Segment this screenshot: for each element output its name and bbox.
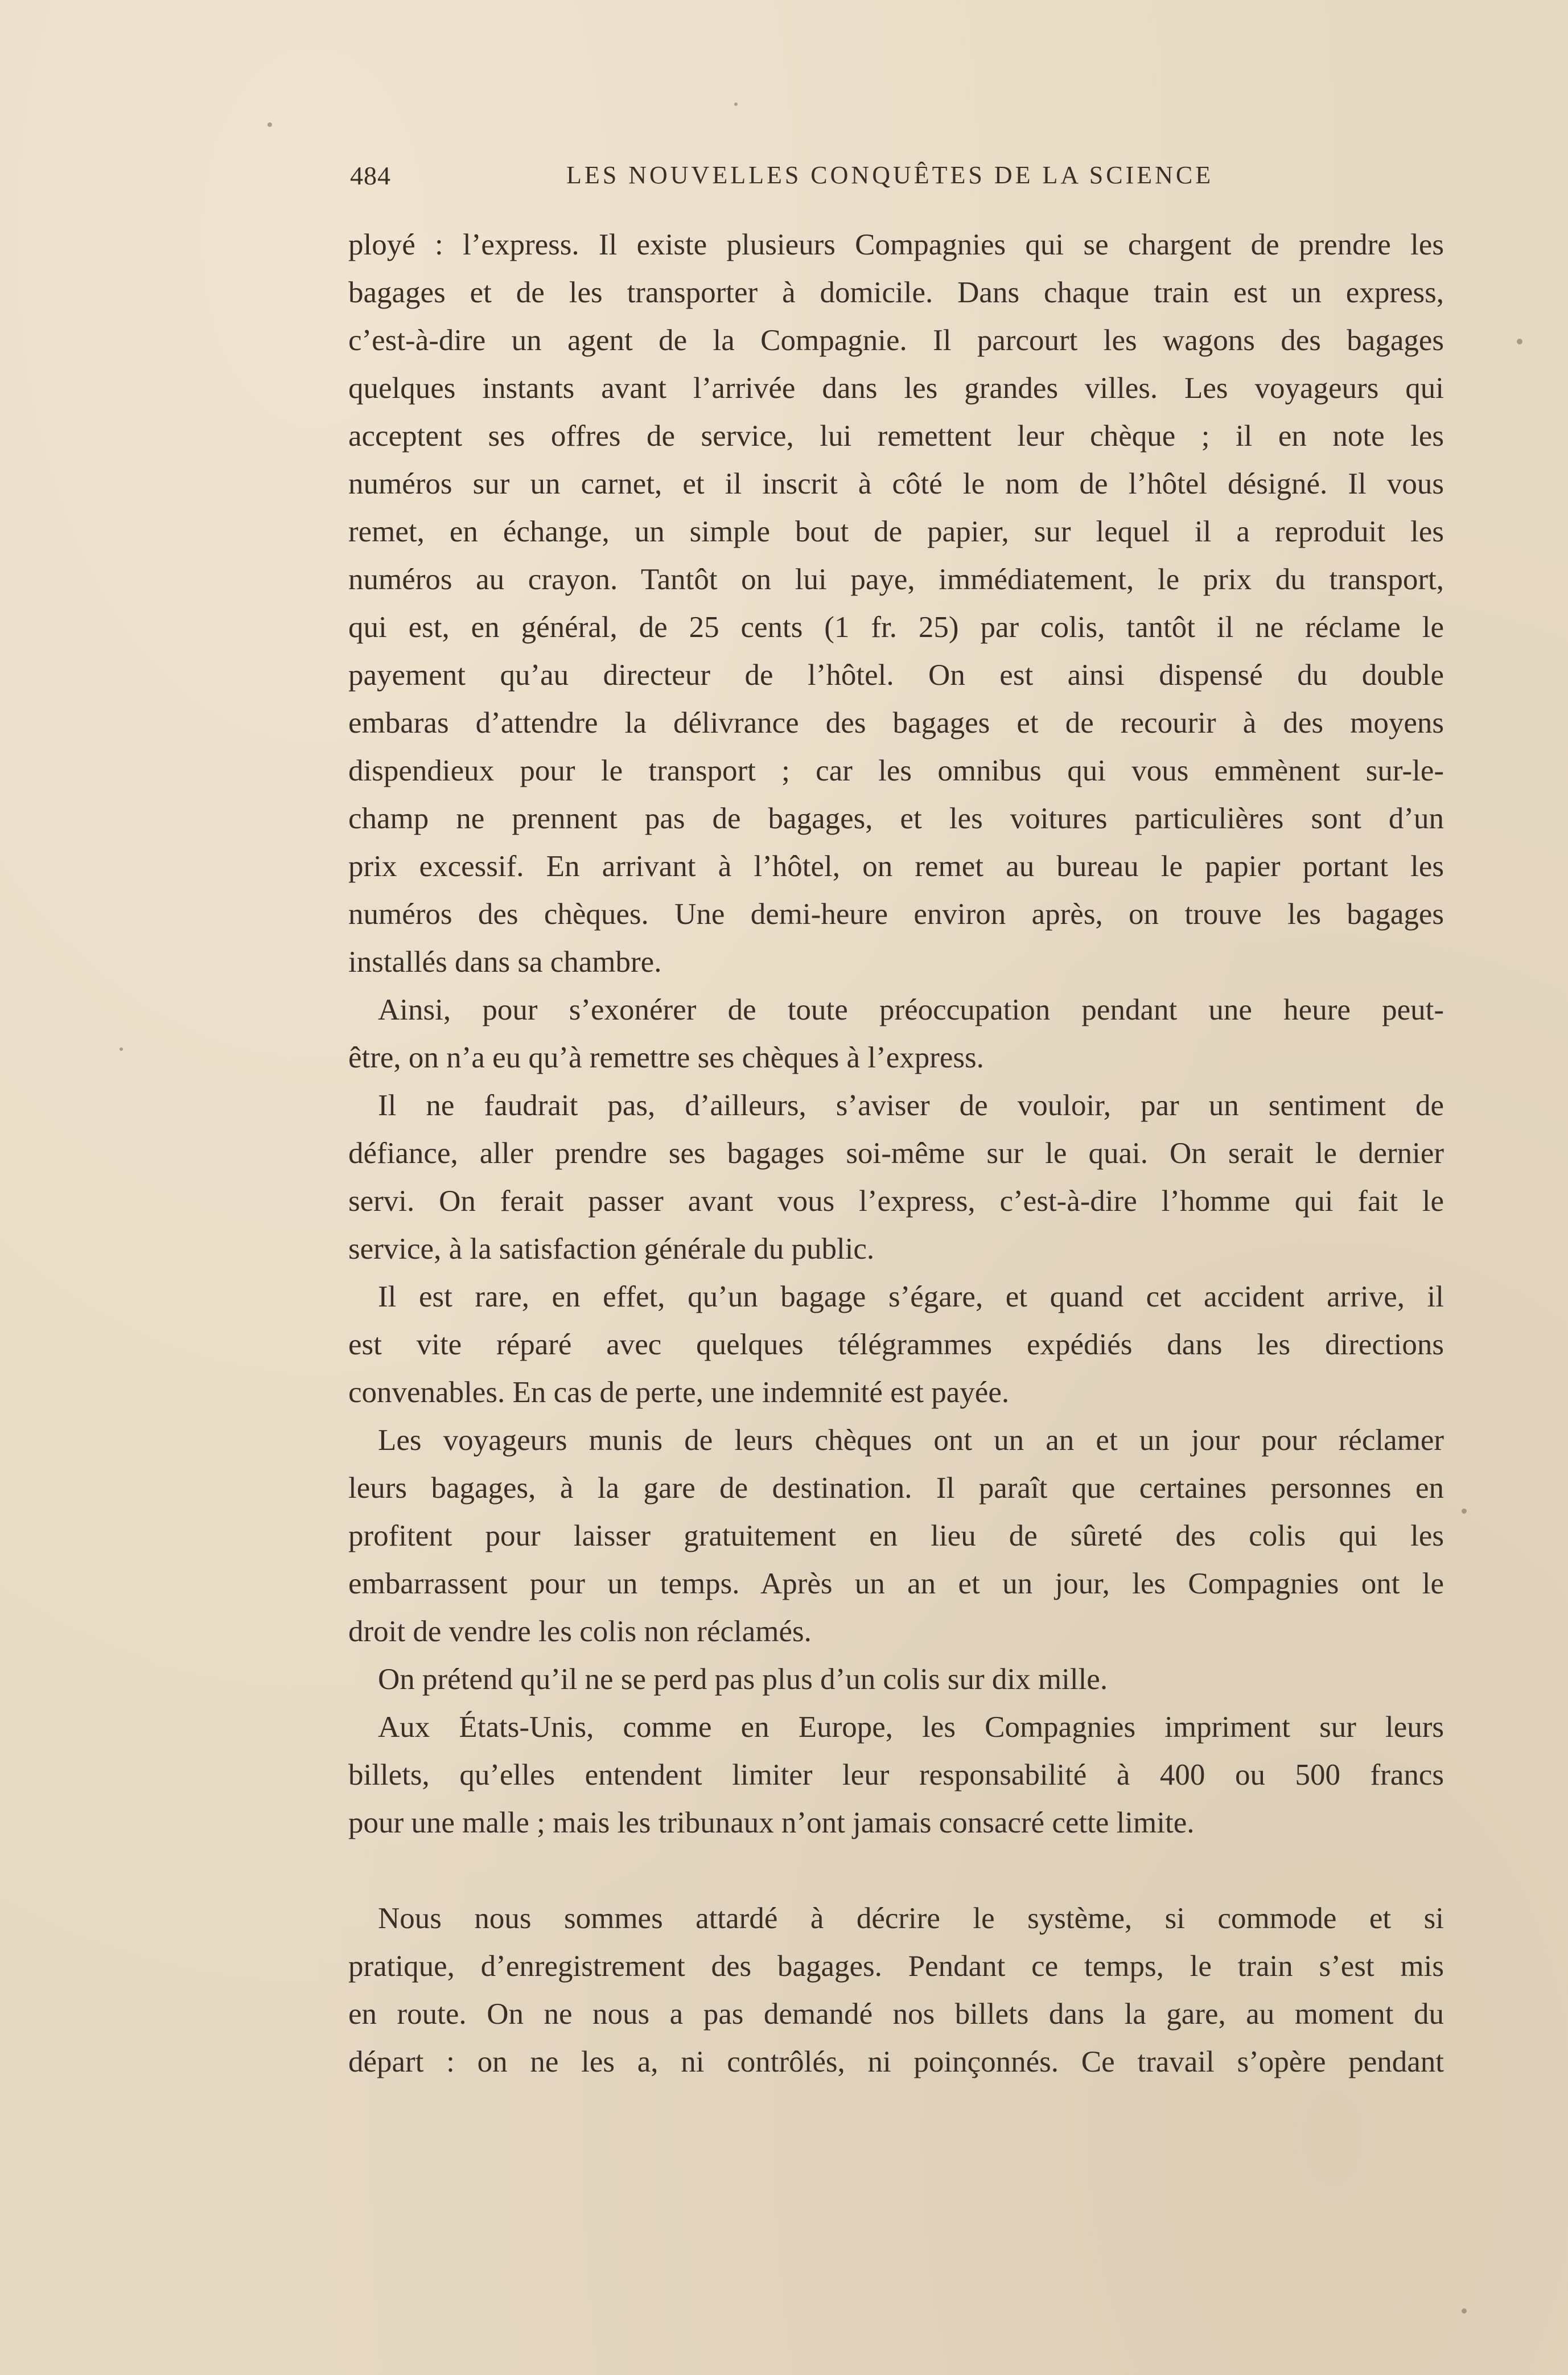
text-line: dispendieux pour le transport ; car les omnibus qui vous emmènent sur-le- [348, 754, 1444, 787]
text-line: numéros au crayon. Tantôt on lui paye, immédiatement, le prix du transport, [348, 563, 1444, 596]
text-line: embaras d’attendre la délivrance des bagages et de recourir à des moyens [348, 706, 1444, 739]
paper-speck [734, 102, 738, 106]
text-line: c’est-à-dire un agent de la Compagnie. Il parcourt les wagons des bagages [348, 324, 1444, 357]
body-text [348, 221, 1444, 2086]
text-line: Aux États-Unis, comme en Europe, les Compagnies impriment sur leurs [378, 1711, 1444, 1744]
paper-speck [120, 1047, 123, 1051]
text-line: Les voyageurs munis de leurs chèques ont un an et un jour pour réclamer [378, 1424, 1444, 1457]
text-line: quelques instants avant l’arrivée dans les grandes villes. Les voyageurs qui [348, 372, 1444, 405]
text-line: ployé : l’express. Il existe plusieurs Compagnies qui se chargent de prendre les [348, 228, 1444, 261]
text-line: convenables. En cas de perte, une indemnité est payée. [348, 1376, 1010, 1409]
text-line: leurs bagages, à la gare de destination. Il paraît que certaines personnes en [348, 1472, 1444, 1505]
text-line: être, on n’a eu qu’à remettre ses chèques à l’express. [348, 1041, 984, 1074]
paper-speck [1462, 2308, 1467, 2314]
text-line: défiance, aller prendre ses bagages soi-même sur le quai. On serait le dernier [348, 1137, 1444, 1170]
text-line: champ ne prennent pas de bagages, et les voitures particulières sont d’un [348, 802, 1444, 835]
section-break [348, 1847, 1444, 1895]
text-line: en route. On ne nous a pas demandé nos billets dans la gare, au moment du [348, 1998, 1444, 2031]
text-line: remet, en échange, un simple bout de papier, sur lequel il a reproduit les [348, 515, 1444, 548]
text-line: installés dans sa chambre. [348, 946, 662, 979]
text-line: est vite réparé avec quelques télégrammes expédiés dans les directions [348, 1328, 1444, 1361]
text-line: profitent pour laisser gratuitement en lieu de sûreté des colis qui les [348, 1519, 1444, 1552]
text-line: droit de vendre les colis non réclamés. [348, 1615, 812, 1648]
text-line: départ : on ne les a, ni contrôlés, ni poinçonnés. Ce travail s’opère pendant [348, 2045, 1444, 2078]
text-line: payement qu’au directeur de l’hôtel. On est ainsi dispensé du double [348, 659, 1444, 692]
text-line: numéros des chèques. Une demi-heure environ après, on trouve les bagages [348, 898, 1444, 931]
paper-speck [1462, 1509, 1467, 1514]
text-line: acceptent ses offres de service, lui remettent leur chèque ; il en note les [348, 420, 1444, 453]
text-line: pratique, d’enregistrement des bagages. Pendant ce temps, le train s’est mis [348, 1950, 1444, 1983]
text-line: Il ne faudrait pas, d’ailleurs, s’aviser de vouloir, par un sentiment de [378, 1089, 1444, 1122]
text-line: prix excessif. En arrivant à l’hôtel, on remet au bureau le papier portant les [348, 850, 1444, 883]
text-line: Ainsi, pour s’exonérer de toute préoccupation pendant une heure peut- [378, 993, 1444, 1026]
text-line: On prétend qu’il ne se perd pas plus d’un colis sur dix mille. [378, 1663, 1108, 1696]
text-line: billets, qu’elles entendent limiter leur responsabilité à 400 ou 500 francs [348, 1758, 1444, 1791]
text-line: numéros sur un carnet, et il inscrit à côté le nom de l’hôtel désigné. Il vous [348, 467, 1444, 500]
running-title: LES NOUVELLES CONQUÊTES DE LA SCIENCE [566, 161, 1214, 189]
text-line: servi. On ferait passer avant vous l’express, c’est-à-dire l’homme qui fait le [348, 1185, 1444, 1218]
paper-speck [1517, 339, 1522, 344]
page-number: 484 [350, 161, 391, 190]
page-header [350, 161, 1246, 200]
text-line: embarrassent pour un temps. Après un an et un jour, les Compagnies ont le [348, 1567, 1444, 1600]
text-line: service, à la satisfaction générale du public. [348, 1232, 875, 1265]
text-line: qui est, en général, de 25 cents (1 fr. 25) par colis, tantôt il ne réclame le [348, 611, 1444, 644]
text-line: pour une malle ; mais les tribunaux n’ont jamais consacré cette limite. [348, 1806, 1195, 1839]
text-line: Nous nous sommes attardé à décrire le système, si commode et si [378, 1902, 1444, 1935]
paper-speck [267, 122, 272, 127]
text-line: Il est rare, en effet, qu’un bagage s’égare, et quand cet accident arrive, il [378, 1280, 1444, 1313]
text-line: bagages et de les transporter à domicile. Dans chaque train est un express, [348, 276, 1444, 309]
